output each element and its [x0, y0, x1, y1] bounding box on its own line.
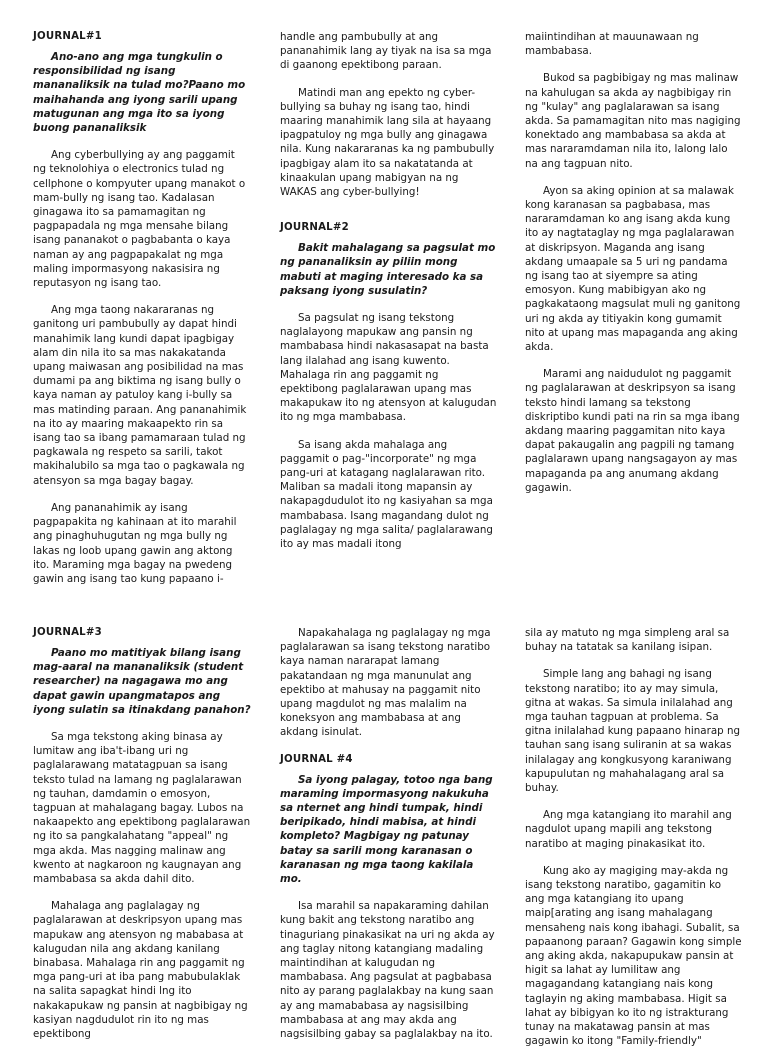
body-paragraph: maiintindihan at mauunawaan ng mambabasa. — [525, 31, 699, 58]
body-paragraph: Matindi man ang epekto ng cyber-bullying sa buhay ng isang tao, hindi maaring manahimik lang sila at hayaang ipagpatuloy ng mga bully ang ginagawa nila. Kung nakararanas ka ng pambubully ipagbigay alam ito sa nakatatanda at kinaakulan upang mabigyan na ng WAKAS ang cyber-bullying! — [280, 86, 495, 199]
body-paragraph: Ang cyberbullying ay ang paggamit ng teknolohiya o electronics tulad ng cellphone o kompyuter upang manakot o mam-bully ng isang tao. Kadalasan ginagawa ito sa pamamagitan ng pagpapadala ng mga mensahe bilang isang pananakot o pagbabanta o kaya naman ay ang pagpapakalat ng mga maling impormasyong nakasisira ng reputasyon ng isang tao. — [33, 149, 246, 290]
body-paragraph: Napakahalaga ng paglalagay ng mga paglalarawan sa isang tekstong naratibo kaya naman nararapat lamang pakatandaan ng mga manunulat ang epektibo at mahusay na paggamit nito upang magdulot ng mas malalim na koneksyon ang mambabasa at ang akdang isinulat. — [280, 627, 491, 739]
body-paragraph: Ayon sa aking opinion at sa malawak kong karanasan sa pagbabasa, mas nararamdaman ko ang isang akda kung ito ay nagtataglay ng mga paglalarawan at diskripsyon. Maganda ang isang akdang umaapale sa 5 uri ng pandama ng isang tao at siyempre sa ating emosyon. Kung mabibigyan ako ng pagkakataong magsulat muli ng ganitong uri ng akda ay titiyakin kong gumamit nito at upang mas mapaganda ang aking akda. — [525, 184, 741, 354]
top-column-3 — [525, 30, 743, 495]
bottom-column-2 — [280, 626, 498, 1041]
bottom-column-1 — [33, 626, 251, 1041]
body-paragraph: Kung ako ay magiging may-akda ng isang tekstong naratibo, gagamitin ko ang mga katangiang ito upang maip[arating ang isang mahalagang mensaheng nais kong ibahagi. Subalit, sa papaanong paraan? Gagawin kong simple ang aking akda, nakapupukaw pansin at higit sa lahat ay lumilitaw ang magagandang katangiang nais kong taglayin ng aking mambabasa. Higit sa lahat ay bibigyan ko ito ng istrakturang tunay na makatawag pansin at mas gagawin ko itong "Family-friendly" — [525, 864, 742, 1048]
top-column-2 — [280, 30, 498, 551]
body-paragraph: Simple lang ang bahagi ng isang tekstong naratibo; ito ay may simula, gitna at wakas. Sa simula inilalahad ang mga tauhan tagpuan at problema. Sa gitna inilalahad kung papaano hinarap ng tauhan sang isang suliranin at sa wakas inilalagay ang kongkusyong karaniwang kapupulutan ng mahahalagang aral sa buhay. — [525, 668, 741, 795]
journal-4-prompt: Sa iyong palagay, totoo nga bang maraming impormasyong nakukuha sa nternet ang hindi tumpak, hindi beripikado, hindi mabisa, at hindi kompleto? Magbigay ng patunay batay sa sarili mong karanasan o karanasan ng mga taong kakilala mo. — [280, 773, 493, 886]
journal-2-prompt: Bakit mahalagang sa pagsulat mo ng pananaliksin ay piliin mong mabuti at maging interesado ka sa paksang iyong susulatin? — [280, 242, 496, 297]
bottom-page — [0, 626, 768, 1048]
top-page — [0, 30, 768, 590]
body-paragraph: Marami ang naidudulot ng paggamit ng paglalarawan at deskripsyon sa isang teksto hindi lamang sa tekstong diskriptibo kundi pati na rin sa mga ibang akdang maaring paggamitan nito kaya dapat pakaugalin ang pagpili ng tamang paglalarawn upang nangsagayon ay mas mapaganda pa ang anumang akdang gagawin. — [525, 368, 740, 494]
journal-1-prompt: Ano-ano ang mga tungkulin o responsibilidad ng isang mananaliksik na tulad mo?Paano mo maihahanda ang iyong sarili upang matugunan ang mga ito sa iyong buong pananaliksik — [33, 51, 246, 135]
journal-2-heading: JOURNAL#2 — [280, 222, 349, 234]
journal-3-prompt: Paano mo matitiyak bilang isang mag-aaral na mananaliksik (student researcher) na nagagawa mo ang dapat gawin upangmatapos ang iyong sulatin sa itinakdang panahon? — [33, 647, 251, 716]
body-paragraph: Ang pananahimik ay isang pagpapakita ng kahinaan at ito marahil ang pinaghuhugutan ng mga bully ng lakas ng loob upang gawin ang aktong ito. Maraming mga bagay na pwedeng gawin ang isang tao kung papaano i- — [33, 501, 237, 585]
top-column-1 — [33, 30, 251, 586]
body-paragraph: Sa pagsulat ng isang tekstong naglalayong mapukaw ang pansin ng mambabasa hindi nakasasapat na basta lang ilalahad ang isang kuwento. Mahalaga rin ang paggamit ng epektibong paglalarawan upang mas makapukaw ito ng atensyon at kalugudan ito ng mga mambabasa. — [280, 312, 497, 424]
body-paragraph: Sa mga tekstong aking binasa ay lumitaw ang iba't-ibang uri ng paglalarawang matatagpuan sa isang teksto tulad na lamang ng paglalarawan ng tauhan, damdamin o emosyon, tagpuan at mahalagang bagay. Lubos na nakaapekto ang epektibong paglalarawan ng ito sa pangkalahatang "appeal" ng mga akda. Mas nagging malinaw ang kwento at nagkaroon ng kaugnayan ang mambabasa sa akda dahil dito. — [33, 731, 251, 886]
body-paragraph: Ang mga taong nakararanas ng ganitong uri pambubully ay dapat hindi manahimik lang kundi dapat ipagbigay alam din nila ito sa mas nakakatanda upang maiwasan ang posibilidad na mas dumami pa ang biktima ng isang bully o kaya naman ay patuloy kang i-bully sa mas matinding paraan. Ang pananahimik na ito ay maaring makaapekto rin sa isang tao sa ibang pamamaraan tulad ng pagkawala ng respeto sa sarili, takot makihalubilo sa mga tao o pagkawala ng atensyon sa mga bagay bagay. — [33, 304, 247, 487]
body-paragraph: Isa marahil sa napakaraming dahilan kung bakit ang tekstong naratibo ang tinaguriang pinakasikat na uri ng akda ay ang taglay nitong katangiang madaling maintindihan at kalugudan ng mambabasa. Ang pagsulat at pagbabasa nito ay parang paglalakbay na kung saan ay ang mamababasa ay nagsisilbing mambabasa at ang may akda ang nagsisilbing gabay sa paglalakbay na ito. — [280, 900, 495, 1041]
body-paragraph: Bukod sa pagbibigay ng mas malinaw na kahulugan sa akda ay nagbibigay rin ng "kulay" ang paglalarawan sa isang akda. Sa pamamagitan nito mas nagiging konektado ang mambabasa sa akda at mas nararamdaman nila ito, lalong lalo na ang tagpuan nito. — [525, 72, 741, 170]
body-paragraph: handle ang pambubully at ang pananahimik lang ay tiyak na isa sa mga di gaanong epektibong paraan. — [280, 31, 492, 72]
journal-1-heading: JOURNAL#1 — [33, 31, 102, 42]
journal-3-heading: JOURNAL#3 — [33, 627, 102, 638]
body-paragraph: sila ay matuto ng mga simpleng aral sa buhay na tatatak sa kanilang isipan. — [525, 627, 730, 654]
bottom-column-3 — [525, 626, 743, 1048]
body-paragraph: Mahalaga ang paglalagay ng paglalarawan at deskripsyon upang mas mapukaw ang atensyon ng mababasa at kalugudan nila ang akdang kanilang binabasa. Mahalaga rin ang paggamit ng mga pang-uri at iba pang mabubulaklak na salita sapagkat hindi lng ito nakakapukaw ng pansin at nagbibigay ng kasiyan nagdudulot rin ito ng mas epektibong — [33, 900, 248, 1041]
journal-4-heading: JOURNAL #4 — [280, 753, 353, 765]
body-paragraph: Sa isang akda mahalaga ang paggamit o pag-"incorporate" ng mga pang-uri at katagang naglalarawan rito. Maliban sa madali itong mapansin ay nakapagdudulot ito ng kasiyahan sa mga mambabasa. Isang magandang dulot ng paglalagay ng mga salita/ paglalarawang ito ay mas madali itong — [280, 438, 493, 551]
body-paragraph: Ang mga katangiang ito marahil ang nagdulot upang mapili ang tekstong naratibo at maging pinakasikat ito. — [525, 809, 732, 850]
